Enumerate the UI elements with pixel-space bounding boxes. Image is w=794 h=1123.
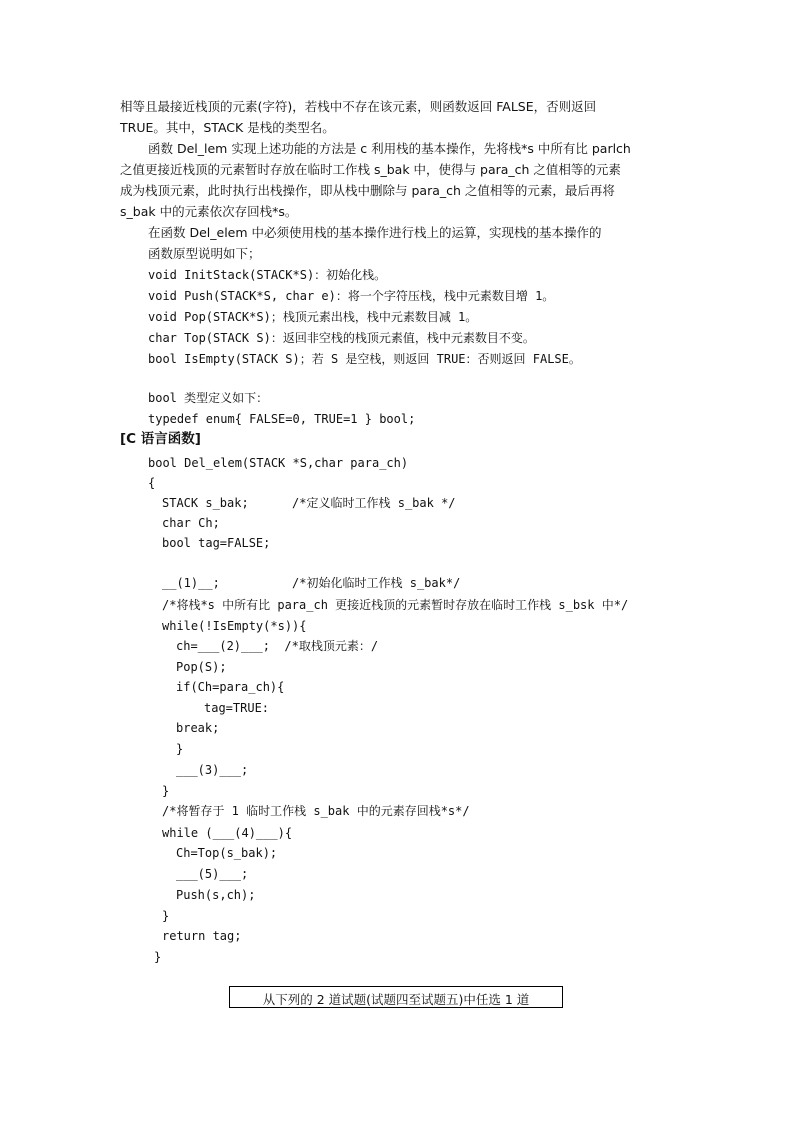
code-line: while (___(4)___){ bbox=[162, 826, 293, 840]
code-line: bool tag=FALSE; bbox=[162, 536, 271, 550]
code-line: } bbox=[176, 742, 184, 756]
code-line: tag=TRUE: bbox=[204, 701, 270, 715]
paragraph-line: 函数 Del_lem 实现上述功能的方法是 c 利用栈的基本操作，先将栈*s 中所有比 parlch bbox=[148, 141, 631, 156]
code-line: if(Ch=para_ch){ bbox=[176, 680, 285, 694]
paragraph-line: 之值更接近栈顶的元素暂时存放在临时工作栈 s_bak 中，使得与 para_ch 之值相等的元素 bbox=[120, 162, 621, 177]
selection-note-box bbox=[229, 986, 563, 1008]
code-line: } bbox=[162, 784, 170, 798]
code-line: break; bbox=[176, 721, 220, 735]
paragraph-line: 相等且最接近栈顶的元素(字符)，若栈中不存在该元素，则函数返回 FALSE，否则返回 bbox=[120, 99, 597, 114]
code-line: char Ch; bbox=[162, 516, 220, 530]
code-line: } bbox=[154, 950, 162, 964]
code-line: Ch=Top(s_bak); bbox=[176, 846, 278, 860]
code-line: ___(3)___; bbox=[176, 763, 249, 777]
code-line: /*将暂存于 1 临时工作栈 s_bak 中的元素存回栈*s*/ bbox=[162, 804, 470, 818]
section-heading: [C 语言函数] bbox=[120, 431, 201, 447]
code-line: } bbox=[162, 909, 170, 923]
prototype-line: void Push(STACK*S, char e)：将一个字符压栈，栈中元素数目增 1。 bbox=[148, 289, 555, 303]
bool-def-line: bool 类型定义如下： bbox=[148, 391, 269, 405]
code-line: bool Del_elem(STACK *S,char para_ch) bbox=[148, 456, 409, 470]
code-line: { bbox=[148, 476, 156, 490]
code-line: Pop(S); bbox=[176, 660, 227, 674]
code-line: return tag; bbox=[162, 929, 242, 943]
code-line: ___(5)___; bbox=[176, 867, 249, 881]
paragraph-line: s_bak 中的元素依次存回栈*s。 bbox=[120, 204, 298, 219]
code-line: Push(s,ch); bbox=[176, 888, 256, 902]
paragraph-line: 函数原型说明如下； bbox=[148, 246, 261, 261]
paragraph-line: 成为栈顶元素，此时执行出栈操作，即从栈中删除与 para_ch 之值相等的元素，最后再将 bbox=[120, 183, 615, 198]
code-line: __(1)__; /*初始化临时工作栈 s_bak*/ bbox=[162, 576, 461, 590]
paragraph-line: TRUE。其中，STACK 是栈的类型名。 bbox=[120, 120, 335, 135]
selection-note-text: 从下列的 2 道试题(试题四至试题五)中任选 1 道 bbox=[262, 992, 530, 1007]
prototype-line: char Top(STACK S)：返回非空栈的栈顶元素值，栈中元素数目不变。 bbox=[148, 331, 535, 345]
bool-def-line: typedef enum{ FALSE=0, TRUE=1 } bool; bbox=[148, 412, 416, 426]
paragraph-line: 在函数 Del_elem 中必须使用栈的基本操作进行栈上的运算，实现栈的基本操作的 bbox=[148, 225, 602, 240]
code-line: while(!IsEmpty(*s)){ bbox=[162, 619, 307, 633]
code-line: STACK s_bak; /*定义临时工作栈 s_bak */ bbox=[162, 496, 456, 510]
prototype-line: bool IsEmpty(STACK S)；若 S 是空栈，则返回 TRUE：否则返回 FALSE。 bbox=[148, 352, 581, 366]
prototype-line: void InitStack(STACK*S)：初始化栈。 bbox=[148, 268, 387, 282]
prototype-line: void Pop(STACK*S)；栈顶元素出栈，栈中元素数目减 1。 bbox=[148, 310, 478, 324]
code-line: /*将栈*s 中所有比 para_ch 更接近栈顶的元素暂时存放在临时工作栈 s_bsk 中*/ bbox=[162, 598, 629, 612]
code-line: ch=___(2)___; /*取栈顶元素：/ bbox=[176, 639, 379, 653]
